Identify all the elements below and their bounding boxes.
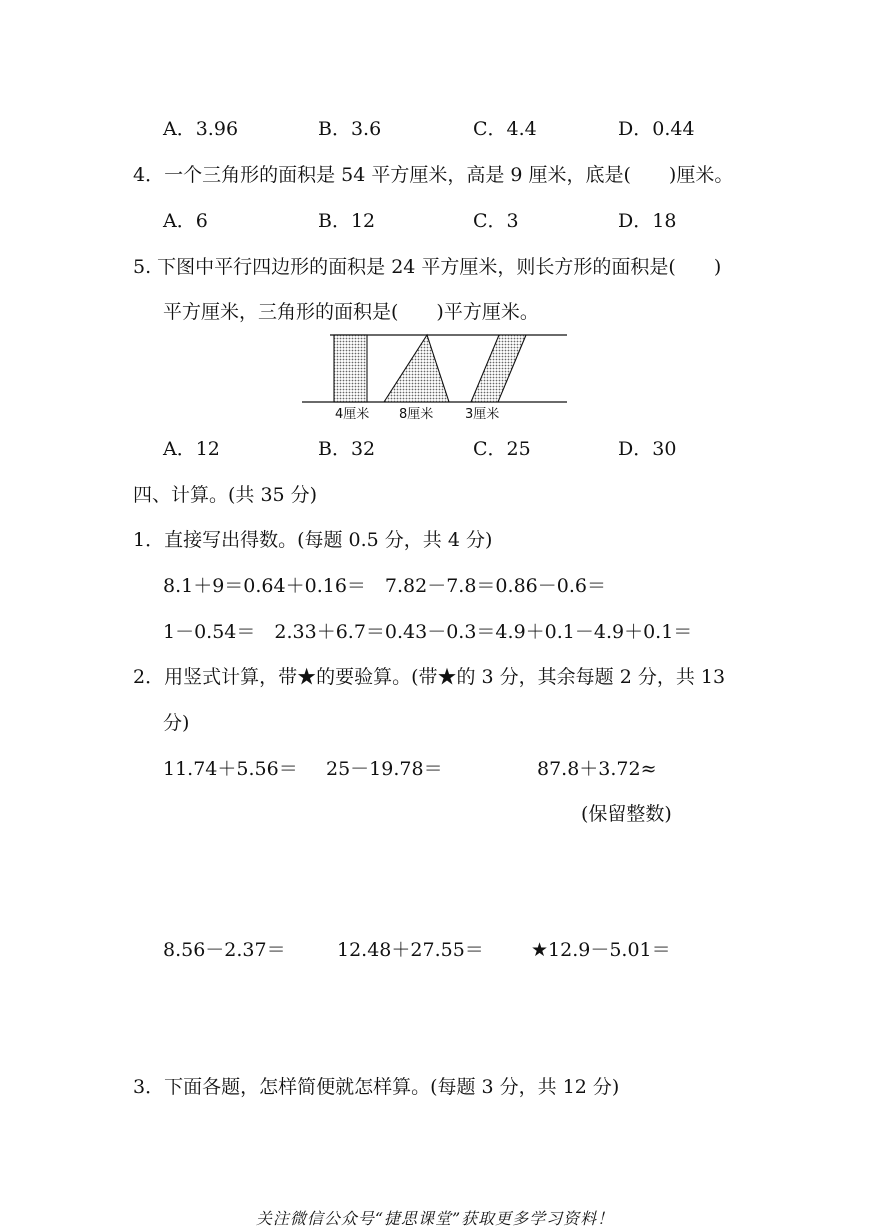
section4-title: 四、计算。(共 35 分) (133, 484, 318, 506)
q5-option-d: D．30 (618, 438, 677, 460)
part2-round-note: (保留整数) (581, 803, 672, 825)
part2-expr-3: 87.8＋3.72≈ (537, 758, 657, 780)
q5-figure (300, 328, 570, 426)
q4-option-a: A．6 (163, 210, 208, 232)
part2-expr-2: 25－19.78＝ (326, 758, 443, 780)
q3-option-c: C．4.4 (473, 118, 537, 140)
part2-title-line2: 分) (163, 712, 190, 734)
q4-option-c: C．3 (473, 210, 519, 232)
parallelogram-shape (471, 335, 526, 402)
q5-stem-line2: 平方厘米，三角形的面积是( )平方厘米。 (163, 301, 539, 323)
q3-option-b: B．3.6 (318, 118, 382, 140)
triangle-shape (384, 335, 449, 402)
q5-option-b: B．32 (318, 438, 376, 460)
part2-expr-5: 12.48＋27.55＝ (337, 939, 484, 961)
rectangle-shape (334, 335, 367, 402)
part2-title-line1: 2．用竖式计算，带★的要验算。(带★的 3 分，其余每题 2 分，共 13 (133, 666, 726, 688)
q4-option-d: D．18 (618, 210, 677, 232)
q3-option-a: A．3.96 (163, 118, 239, 140)
q5-stem-line1: 5. 下图中平行四边形的面积是 24 平方厘米，则长方形的面积是( ) (133, 256, 722, 278)
part2-expr-4: 8.56－2.37＝ (163, 939, 286, 961)
q5-option-a: A．12 (163, 438, 220, 460)
q5-option-c: C．25 (473, 438, 531, 460)
part1-row1: 8.1＋9＝0.64＋0.16＝ 7.82－7.8＝0.86－0.6＝ (163, 575, 606, 597)
triangle-base-label: 8厘米 (399, 407, 434, 422)
part1-title: 1．直接写出得数。(每题 0.5 分，共 4 分) (133, 529, 493, 551)
part2-expr-6-starred: ★12.9－5.01＝ (531, 939, 671, 961)
parallelogram-base-label: 3厘米 (465, 407, 500, 422)
q3-option-d: D．0.44 (618, 118, 695, 140)
rectangle-base-label: 4厘米 (335, 407, 370, 422)
q4-option-b: B．12 (318, 210, 376, 232)
part2-expr-1: 11.74＋5.56＝ (163, 758, 298, 780)
q4-stem: 4．一个三角形的面积是 54 平方厘米，高是 9 厘米，底是( )厘米。 (133, 164, 734, 186)
footer-note: 关注微信公众号“捷思课堂”获取更多学习资料！ (255, 1209, 615, 1228)
part1-row2: 1－0.54＝ 2.33＋6.7＝0.43－0.3＝4.9＋0.1－4.9＋0.1＝ (163, 621, 693, 643)
part3-title: 3．下面各题，怎样简便就怎样算。(每题 3 分，共 12 分) (133, 1076, 620, 1098)
